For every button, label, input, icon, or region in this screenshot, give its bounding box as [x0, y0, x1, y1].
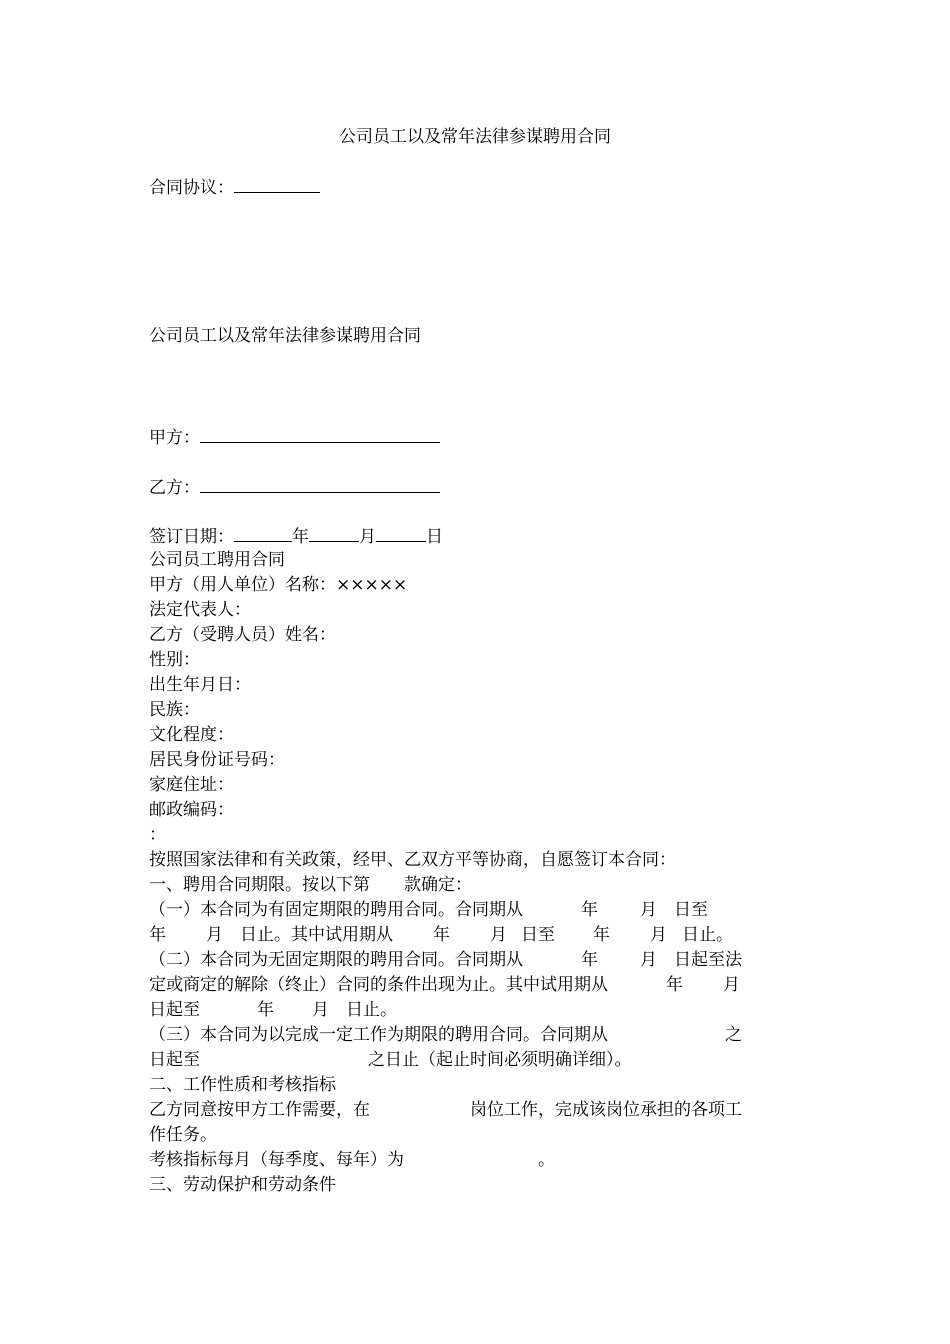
- section3-heading: 三、劳动保护和劳动条件: [149, 1175, 336, 1195]
- clause-text: 年: [581, 900, 598, 920]
- clause-text: 月: [206, 925, 223, 945]
- section2-paragraph1-line2: 作任务。: [149, 1125, 217, 1145]
- sign-date-line: [149, 524, 443, 549]
- clause-text: 岗位工作，完成该岗位承担的各项工: [470, 1100, 742, 1120]
- contract-agreement-line: [149, 175, 320, 200]
- clause-text: 月: [490, 925, 507, 945]
- form-line: 公司员工聘用合同: [149, 550, 285, 570]
- clause-text: 日止。: [682, 925, 733, 945]
- section1-heading: [149, 873, 472, 897]
- clause3-line2: [149, 1048, 632, 1072]
- clause-text: 定或商定的解除（终止）合同的条件出现为止。其中试用期从: [149, 975, 608, 995]
- sign-year-blank: [234, 524, 292, 542]
- clause1-line1: [149, 898, 708, 922]
- form-line: 文化程度：: [149, 725, 234, 745]
- form-line: 邮政编码：: [149, 800, 234, 820]
- sign-month-label: 月: [359, 527, 376, 547]
- clause2-line1: [149, 948, 742, 972]
- form-line: 民族：: [149, 700, 200, 720]
- form-line: 按照国家法律和有关政策，经甲、乙双方平等协商，自愿签订本合同：: [149, 850, 676, 870]
- form-line: 家庭住址：: [149, 775, 234, 795]
- party-b-label: 乙方：: [149, 478, 200, 498]
- clause-text: 月: [640, 950, 657, 970]
- party-b-line: [149, 475, 440, 500]
- clause-text: 月: [640, 900, 657, 920]
- clause2-line3: [149, 998, 397, 1022]
- sign-month-blank: [309, 524, 359, 542]
- party-a-line: [149, 425, 440, 450]
- clause-text: 日至: [674, 900, 708, 920]
- form-line: 出生年月日：: [149, 675, 251, 695]
- party-b-blank: [200, 475, 440, 493]
- clause-text: 日止。其中试用期从: [240, 925, 393, 945]
- clause-text: 日起至法: [674, 950, 742, 970]
- section2-paragraph2: [149, 1148, 555, 1172]
- clause-text: 年: [257, 1000, 274, 1020]
- sign-date-label: 签订日期：: [149, 527, 234, 547]
- section1-heading-text: 一、聘用合同期限。按以下第: [149, 875, 370, 895]
- party-a-blank: [200, 425, 440, 443]
- clause-text: 年: [581, 950, 598, 970]
- clause-text: 。: [538, 1150, 555, 1170]
- clause-text: 日起至: [149, 1050, 200, 1070]
- contract-label: 合同协议：: [149, 178, 234, 198]
- form-line: 居民身份证号码：: [149, 750, 285, 770]
- clause-text: 之日止（起止时间必须明确详细）。: [368, 1050, 632, 1070]
- party-a-label: 甲方：: [149, 428, 200, 448]
- section1-heading-text: 款确定：: [404, 875, 472, 895]
- clause-text: 年: [433, 925, 450, 945]
- clause-text: 乙方同意按甲方工作需要，在: [149, 1100, 370, 1120]
- clause-text: 年: [593, 925, 610, 945]
- clause-text: 日起至: [149, 1000, 200, 1020]
- sign-year-label: 年: [292, 527, 309, 547]
- form-line: 法定代表人：: [149, 600, 251, 620]
- clause-text: 年: [666, 975, 683, 995]
- contract-blank: [234, 175, 320, 193]
- document-title: 公司员工以及常年法律参谋聘用合同: [339, 127, 611, 147]
- sign-day-blank: [376, 524, 426, 542]
- sign-day-label: 日: [426, 527, 443, 547]
- document-subtitle: 公司员工以及常年法律参谋聘用合同: [149, 326, 421, 346]
- form-line: 甲方（用人单位）名称：×××××: [149, 575, 408, 595]
- clause1-line2: [149, 923, 733, 947]
- clause-text: （一）本合同为有固定期限的聘用合同。合同期从: [149, 900, 523, 920]
- clause2-line2: [149, 973, 740, 997]
- clause-text: 月: [312, 1000, 329, 1020]
- form-line: 性别：: [149, 650, 200, 670]
- clause-text: 月: [723, 975, 740, 995]
- clause-text: 考核指标每月（每季度、每年）为: [149, 1150, 404, 1170]
- clause3-line1: [149, 1023, 742, 1047]
- section2-heading: 二、工作性质和考核指标: [149, 1075, 336, 1095]
- clause-text: 日止。: [346, 1000, 397, 1020]
- clause-text: 日至: [521, 925, 555, 945]
- form-line: ：: [149, 825, 166, 845]
- section2-paragraph1-line1: [149, 1098, 742, 1122]
- clause-text: （三）本合同为以完成一定工作为期限的聘用合同。合同期从: [149, 1025, 608, 1045]
- clause-text: （二）本合同为无固定期限的聘用合同。合同期从: [149, 950, 523, 970]
- clause-text: 月: [650, 925, 667, 945]
- clause-text: 之: [725, 1025, 742, 1045]
- clause-text: 年: [149, 925, 166, 945]
- form-line: 乙方（受聘人员）姓名：: [149, 625, 336, 645]
